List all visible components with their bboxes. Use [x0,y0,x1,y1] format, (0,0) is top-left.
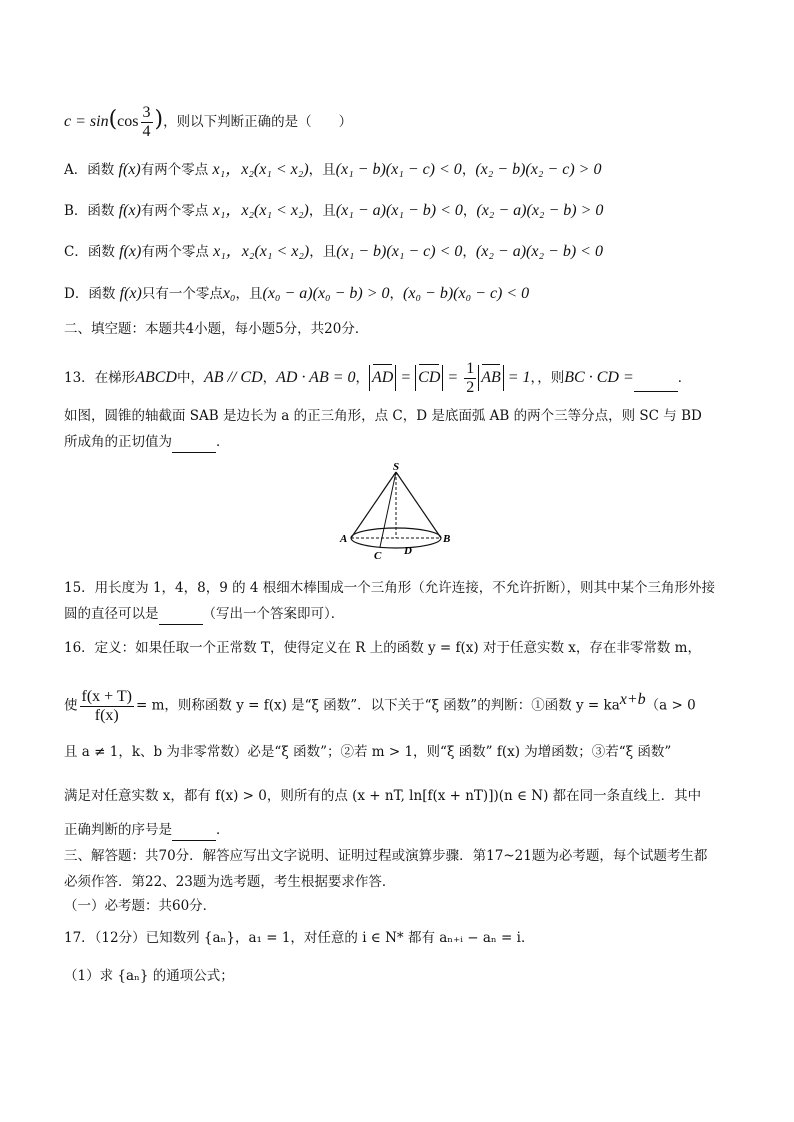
question-15-line-1: 15．用长度为 1，4，8，9 的 4 根细木棒围成一个三角形（允许连接，不允许折断），则其中某个三角形外接 [64,580,716,596]
answer-blank-13[interactable] [634,365,678,392]
section-3-subheading: （一）必考题：共60分． [64,898,217,914]
fraction-1-2: $\frac{1}{2}$ [466,360,475,396]
cos-word: cos [117,113,139,130]
question-13: 13．在梯形ABCD中，AB // CD，AD · AB = 0， AD = CD = $\frac{1}{2}$ AB = 1，，则BC · CD = ． [64,360,692,396]
section-3-line-1: 三、解答题：共70分．解答应写出文字说明、证明过程或演算步骤．第17~21题为必考题，每个试题考生都 [64,848,708,864]
question-16-line-5: 正确判断的序号是 ． [64,820,230,841]
question-17: 17．（12分）已知数列 {aₙ}，a₁ = 1，对任意的 i ∈ N* 都有 aₙ₊ᵢ − aₙ = i． [64,930,535,946]
section-2-heading: 二、填空题：本题共4小题，每小题5分，共20分． [64,321,369,337]
question-16-line-3: 且 a ≠ 1，k、b 为非零常数）必是“ξ 函数”；②若 m > 1，则“ξ 函数” f(x) 为增函数；③若“ξ 函数” [64,744,672,760]
question-16-line-1: 16．定义：如果任取一个正常数 T，使得定义在 R 上的函数 y = f(x) 对于任意实数 x，存在非零常数 m， [64,640,701,656]
label-b: B [443,533,451,545]
answer-blank-16[interactable] [172,820,216,841]
option-b: B．函数 f(x)有两个零点 x₁，x₂(x₁ < x₂)，且(x₁ − a)(x₁ − b) < 0，(x₂ − a)(x₂ − b) > 0 [64,202,604,219]
c-sin-expr: c = sin [64,113,109,130]
option-c: C．函数 f(x)有两个零点 x₁，x₂(x₁ < x₂)，且(x₁ − b)(x₁ − c) < 0，(x₂ − a)(x₂ − b) < 0 [64,243,603,260]
question-17-part-1: （1）求 {aₙ} 的通项公式； [64,968,234,984]
option-a: A．函数 f(x)有两个零点 x₁，x₂(x₁ < x₂)，且(x₁ − b)(x₁ − c) < 0，(x₂ − b)(x₂ − c) > 0 [64,161,602,178]
answer-blank-14[interactable] [172,432,216,453]
section-3-line-2: 必须作答．第22、23题为选考题，考生根据要求作答． [64,874,396,890]
question-15-line-2: 圆的直径可以是 （写出一个答案即可）． [64,604,344,625]
label-c: C [374,550,382,562]
label-d: D [404,545,412,557]
question-16-line-4: 满足对任意实数 x，都有 f(x) > 0，则所有的点 (x + nT, ln[f(x + nT)])(n ∈ N) 都在同一条直线上．其中 [64,788,702,804]
cone-figure [336,460,452,564]
answer-blank-15[interactable] [159,604,203,625]
label-a: A [340,533,348,545]
question-14-line-2: 所成角的正切值为 ． [64,432,230,453]
question-16-line-2: 使 $\frac{f(x + T)}{f(x)}$ = m，则称函数 y = f(x) 是“ξ 函数”．以下关于“ξ 函数”的判断：①函数 $y = ka^{x+b}(a > 0$ [64,687,696,724]
q12-condition: c = sin(cos $\frac{3}{4}$ )，则以下判断正确的是（ ） [64,104,353,140]
question-14-line-1: 如图，圆锥的轴截面 SAB 是边长为 a 的正三角形，点 C，D 是底面弧 AB 的两个三等分点，则 SC 与 BD [64,408,702,424]
fraction-f-x-t: $\frac{f(x + T)}{f(x)}$ [81,687,132,724]
fraction-3-4: $\frac{3}{4}$ [142,104,151,140]
label-s: S [393,461,400,473]
q12-question-text: ，则以下判断正确的是（ ） [163,114,353,130]
option-d: D．函数 f(x)只有一个零点x₀，且(x₀ − a)(x₀ − b) > 0，(x₀ − b)(x₀ − c) < 0 [64,285,530,302]
